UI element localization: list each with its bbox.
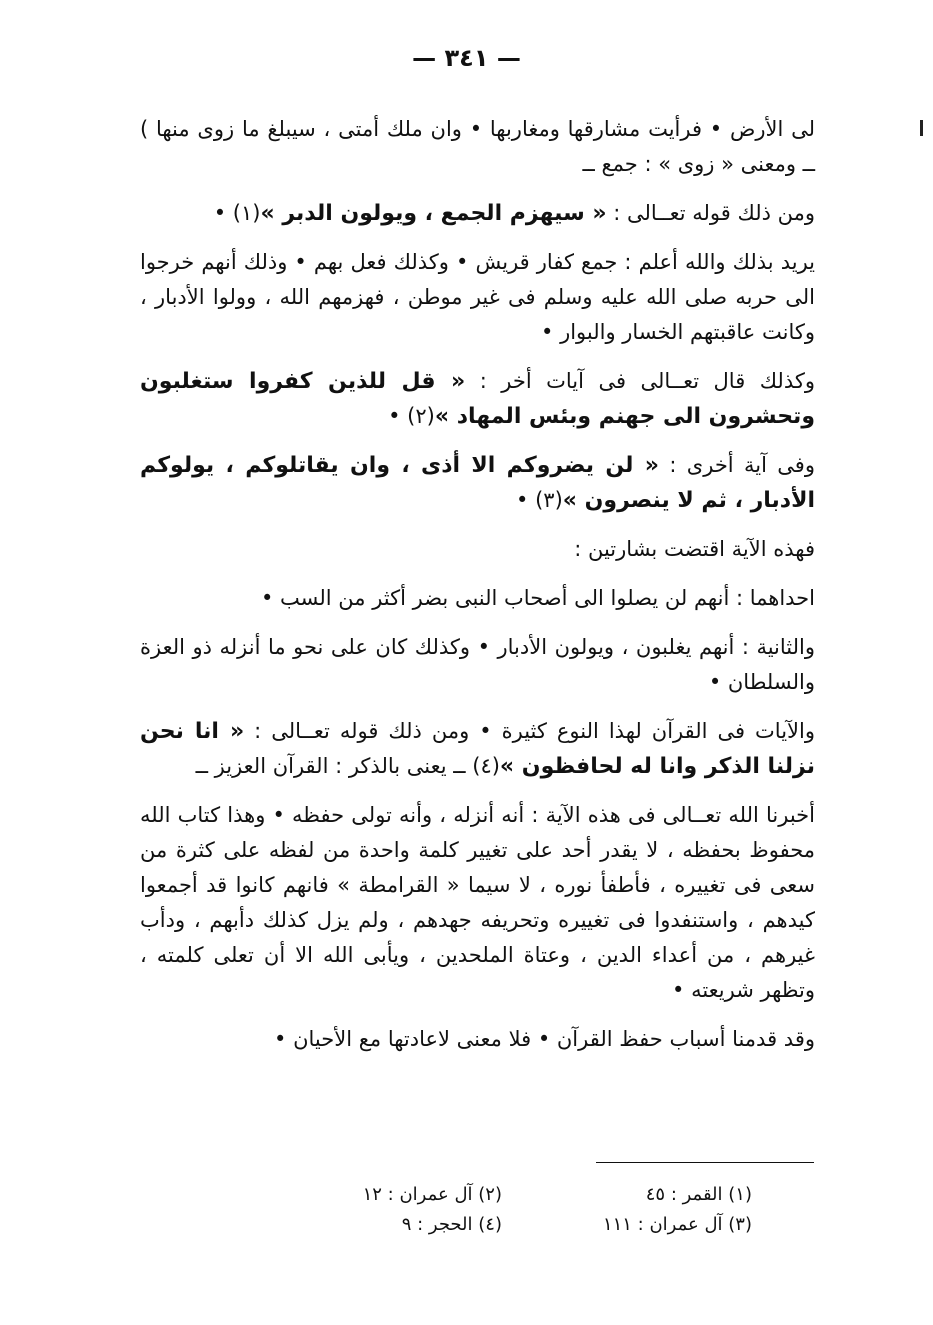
paragraph-9 bbox=[140, 714, 815, 784]
paragraph-6 bbox=[140, 532, 815, 567]
text-segment: وكذلك قال تعــالى فى آيات أخر : bbox=[465, 369, 815, 393]
quran-quote: « لن يضروكم الا أذى ، وان يقاتلوكم ، يولوكم الأدبار ، ثم لا ينصرون » bbox=[140, 453, 815, 513]
footnotes bbox=[270, 1180, 770, 1240]
text-segment: ومن ذلك قوله تعــالى : bbox=[606, 201, 815, 225]
footnote-row bbox=[270, 1210, 770, 1240]
text-segment: والثانية : أنهم يغلبون ، ويولون الأدبار • وكذلك كان على نحو ما أنزله ذو العزة والسلطان • bbox=[140, 635, 815, 694]
text-segment: لى الأرض • فرأيت مشارقها ومغاربها • وان ملك أمتى ، سيبلغ ما زوى منها ) ــ ومعنى « زوى » : جمع ــ bbox=[140, 117, 815, 176]
body-text bbox=[140, 112, 815, 1071]
text-segment: يريد بذلك والله أعلم : جمع كفار قريش • وكذلك فعل بهم • وذلك أنهم خرجوا الى حربه صلى الله عليه وسلم فى غير موطن ، فهزمهم الله ، وولوا الأدبار ، وكانت عاقبتهم الخسار والبوار • bbox=[140, 250, 815, 344]
text-segment: فهذه الآية اقتضت بشارتين : bbox=[574, 537, 815, 561]
paragraph-11 bbox=[140, 1022, 815, 1057]
quran-quote: « سيهزم الجمع ، ويولون الدبر » bbox=[260, 201, 607, 226]
footnote-ref: (٤) ــ يعنى بالذكر : القرآن العزيز ــ bbox=[195, 754, 500, 778]
paragraph-8 bbox=[140, 630, 815, 700]
paragraph-4 bbox=[140, 364, 815, 434]
paragraph-5 bbox=[140, 448, 815, 518]
footnote-4: (٤) الحجر : ٩ bbox=[401, 1214, 502, 1235]
footnote-ref: (٣) • bbox=[516, 488, 563, 512]
quran-quote: « قل للذين كفروا ستغلبون وتحشرون الى جهنم وبئس المهاد » bbox=[140, 369, 815, 429]
paragraph-3 bbox=[140, 245, 815, 350]
paragraph-1 bbox=[140, 112, 815, 182]
text-segment: أخبرنا الله تعــالى فى هذه الآية : أنه أنزله ، وأنه تولى حفظه • وهذا كتاب الله محفوظ بحفظه ، لا يقدر أحد على تغيير كلمة واحدة من لفظه على كثرة من سعى فى تغييره ، فأطفأ نوره ، لا سيما « القرامطة » فانهم كانوا قد أجمعوا كيدهم ، واستنفدوا فى تغييره وتحريفه جهدهم ، ولم يزل كذلك دأبهم ، ودأب غيرهم ، من أعداء الدين ، وعتاة الملحدين ، ويأبى الله الا أن تعلى كلمته ، وتظهر شريعته • bbox=[140, 803, 815, 1002]
footnote-row bbox=[270, 1180, 770, 1210]
text-segment: وقد قدمنا أسباب حفظ القرآن • فلا معنى لاعادتها مع الأحيان • bbox=[274, 1027, 815, 1051]
paragraph-7 bbox=[140, 581, 815, 616]
footnote-1: (١) القمر : ٤٥ bbox=[645, 1184, 752, 1205]
page-number: — ٣٤١ — bbox=[412, 44, 521, 72]
footnote-3: (٣) آل عمران : ١١١ bbox=[602, 1214, 752, 1235]
text-segment: احداهما : أنهم لن يصلوا الى أصحاب النبى بضر أكثر من السب • bbox=[260, 586, 815, 610]
footnote-divider bbox=[596, 1162, 814, 1163]
text-segment: والآيات فى القرآن لهذا النوع كثيرة • ومن ذلك قوله تعــالى : bbox=[244, 719, 815, 743]
quran-quote: « انا نحن نزلنا الذكر وانا له لحافظون » bbox=[140, 719, 815, 779]
paragraph-2 bbox=[140, 196, 815, 231]
paragraph-10 bbox=[140, 798, 815, 1008]
footnote-2: (٢) آل عمران : ١٢ bbox=[362, 1184, 502, 1205]
footnote-ref: (١) • bbox=[213, 201, 261, 225]
scan-edge-mark bbox=[920, 120, 923, 136]
footnote-ref: (٢) • bbox=[388, 404, 435, 428]
text-segment: وفى آية أخرى : bbox=[658, 453, 815, 477]
